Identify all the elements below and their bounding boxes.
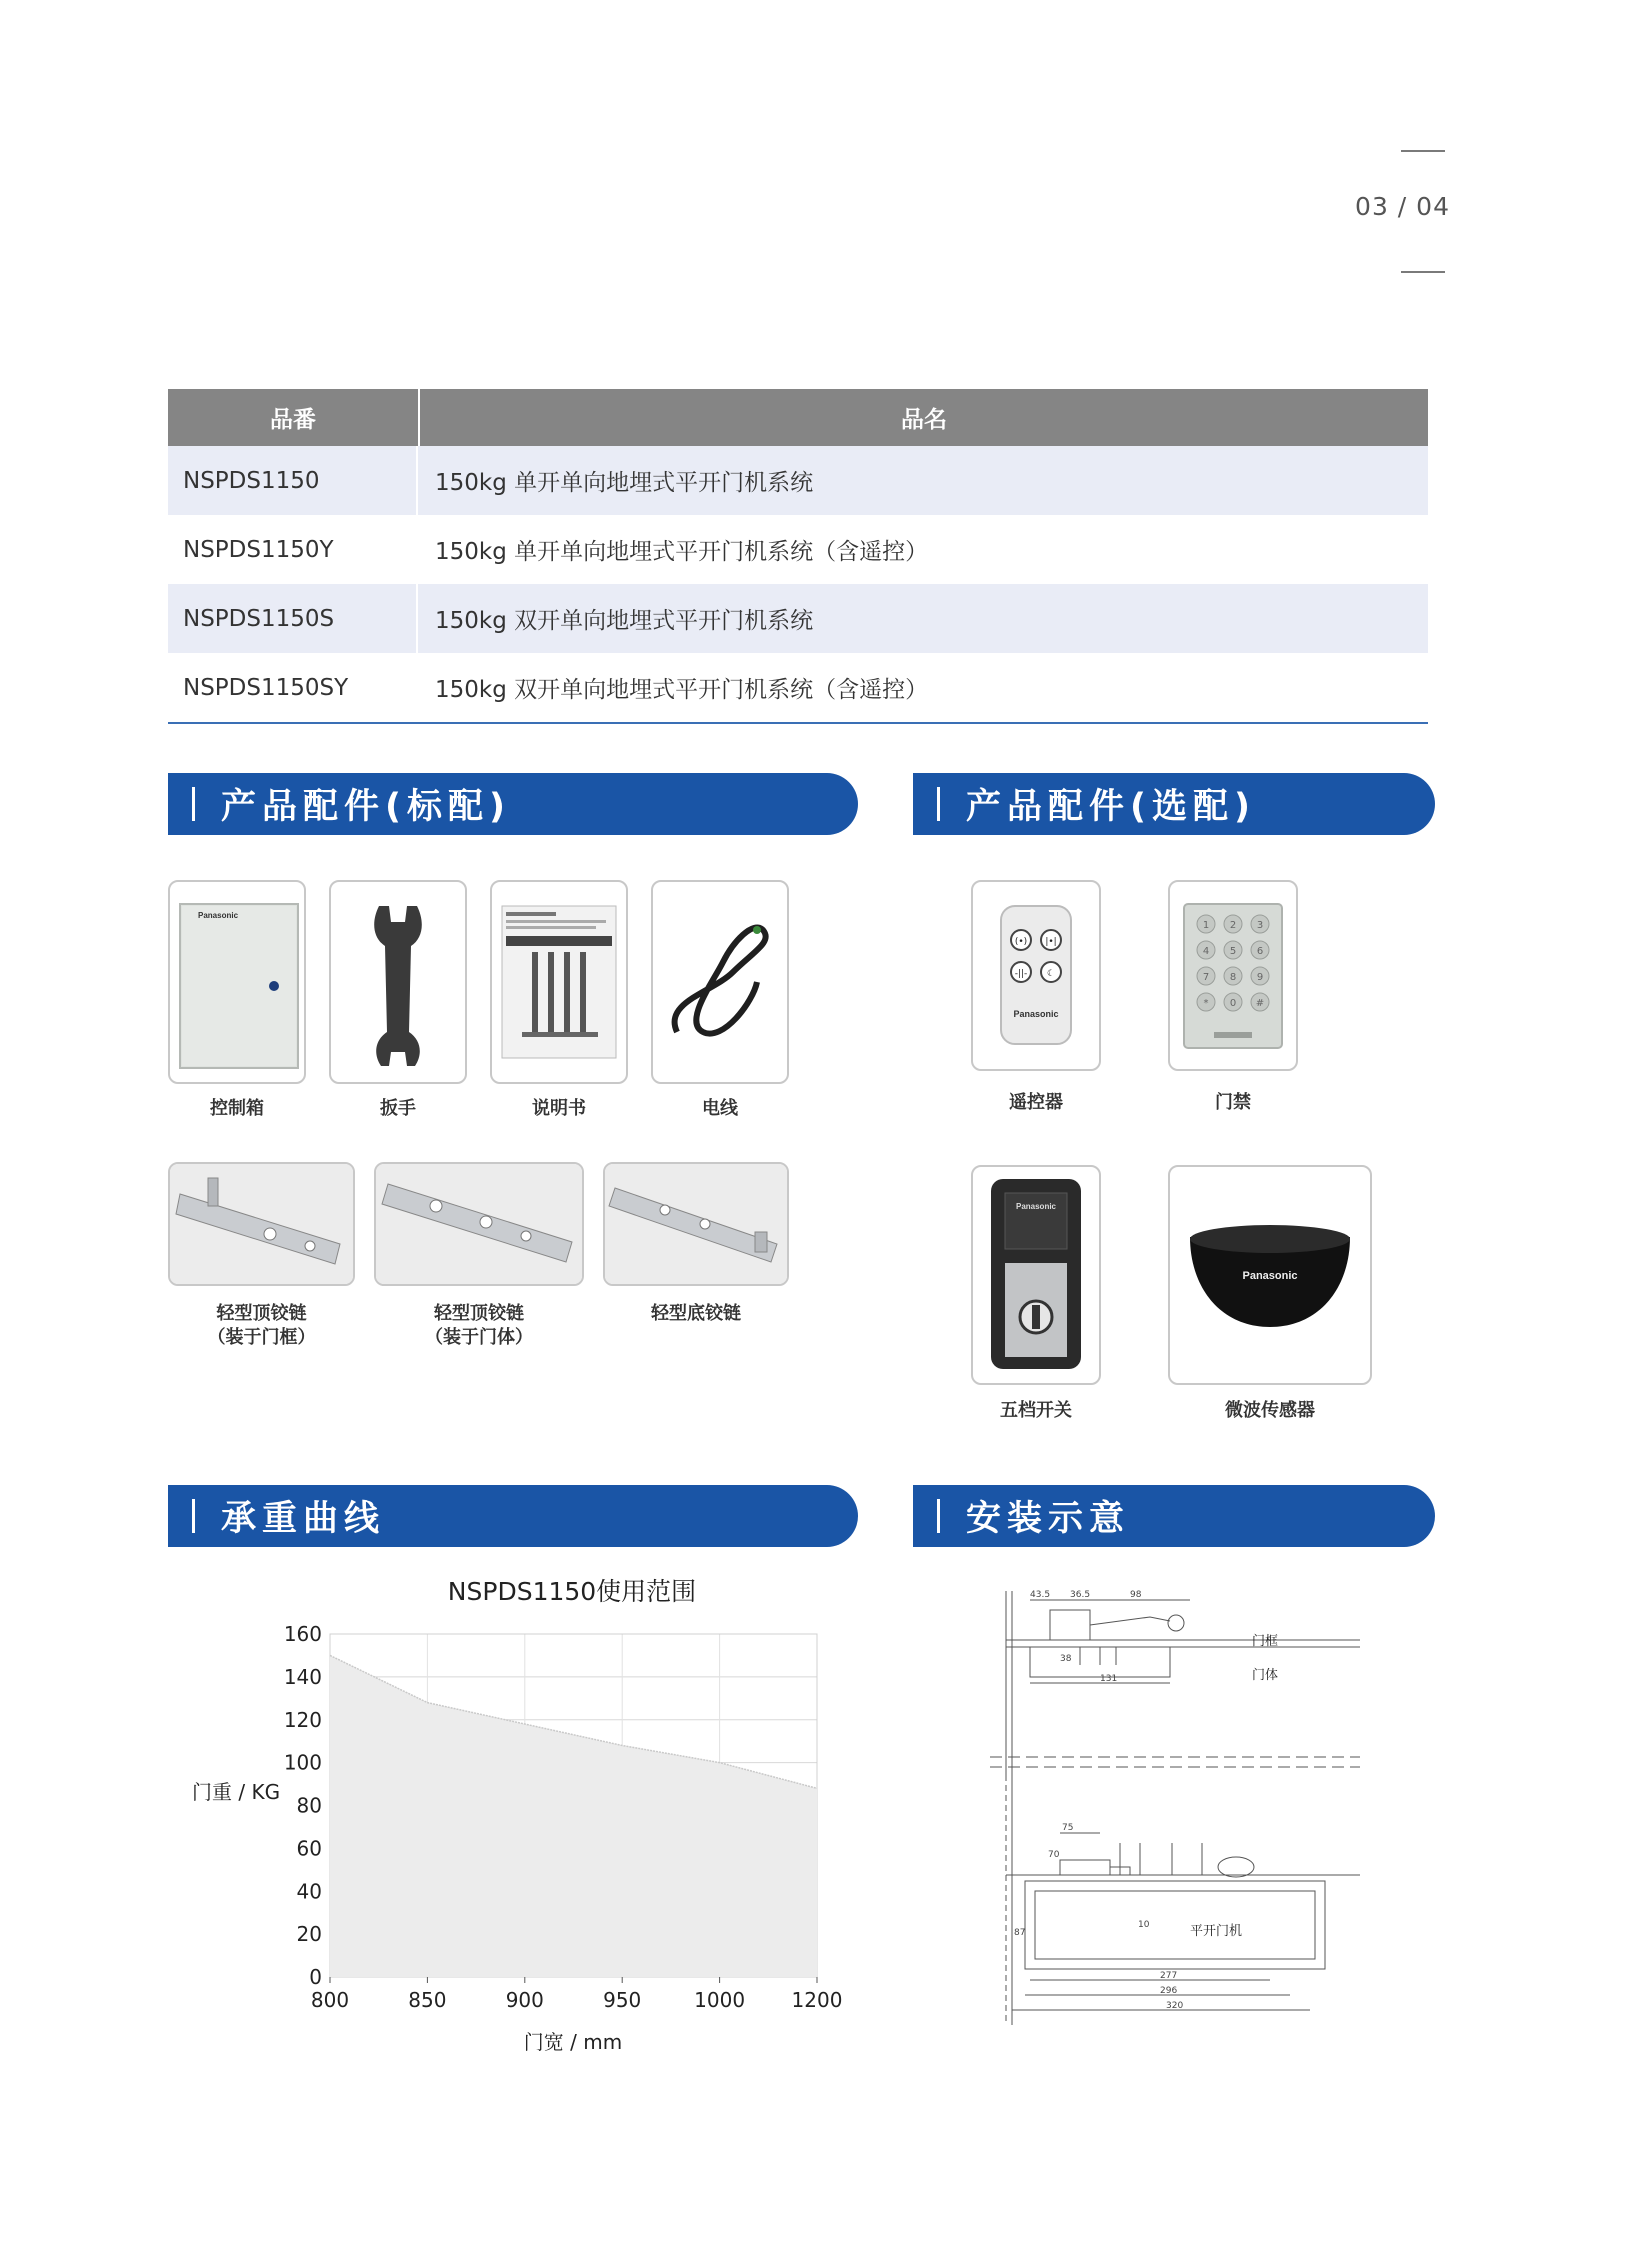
y-tick-label: 60 (296, 1836, 322, 1861)
product-table (168, 389, 1428, 724)
remote-image (973, 882, 1099, 1069)
top-hinge-door-label (374, 1302, 584, 1350)
y-tick-label: 40 (296, 1879, 322, 1904)
sensor-image (1170, 1167, 1370, 1383)
row-code: NSPDS1150S (168, 584, 418, 653)
table-row (168, 446, 1428, 515)
hinge-image (605, 1164, 787, 1284)
row-code: NSPDS1150SY (168, 653, 418, 722)
x-tick-label: 900 (505, 1988, 544, 2012)
keypad-key-label: 4 (1202, 946, 1210, 957)
chart-title: NSPDS1150使用范围 (447, 1577, 697, 1606)
manual-label: 说明书 (532, 1098, 586, 1119)
label-line: （装于门框） (207, 1327, 316, 1348)
dim-label: 10 (1138, 1920, 1150, 1930)
section-load-curve (168, 1485, 858, 1547)
dim-label: 75 (1062, 1823, 1074, 1833)
svg-text:Panasonic: Panasonic (1013, 1009, 1059, 1019)
y-tick-label: 80 (296, 1793, 322, 1818)
row-name: 150kg 双开单向地埋式平开门机系统（含遥控） (435, 677, 929, 703)
keypad-image (1170, 882, 1296, 1069)
x-tick-label: 800 (310, 1988, 350, 2012)
x-tick-label: 950 (603, 1988, 642, 2012)
chart-area (330, 1655, 817, 1977)
page-number: 03 / 04 (1355, 192, 1450, 221)
remote-label: 遥控器 (1009, 1092, 1063, 1113)
keypad-key-label: 6 (1256, 946, 1264, 957)
machine-label: 平开门机 (1190, 1924, 1243, 1939)
row-code: NSPDS1150 (168, 446, 418, 515)
section-title: 产品配件(选配) (966, 787, 1256, 827)
access-label: 门禁 (1215, 1092, 1251, 1113)
section-bar (937, 787, 940, 821)
y-tick-label: 140 (283, 1664, 322, 1689)
section-bar (192, 787, 195, 821)
control-box-label: 控制箱 (210, 1098, 264, 1119)
top-hinge-frame-card (168, 1162, 355, 1286)
svg-text:-||-: -||- (1014, 969, 1028, 979)
dim-label: 70 (1048, 1850, 1060, 1860)
dim-label: 36.5 (1070, 1590, 1091, 1600)
chart-xlabel: 门宽 / mm (523, 2030, 623, 2054)
x-tick-label: 850 (408, 1988, 447, 2012)
row-name: 150kg 单开单向地埋式平开门机系统（含遥控） (435, 539, 929, 565)
keypad-key-label: 5 (1229, 946, 1237, 957)
dim-label: 98 (1130, 1590, 1142, 1600)
y-tick-label: 100 (283, 1750, 322, 1775)
label-line: 轻型顶铰链 (216, 1303, 307, 1324)
keypad-key-label: * (1203, 998, 1209, 1009)
dim-label: 43.5 (1030, 1590, 1051, 1600)
dim-label: 296 (1160, 1986, 1178, 1996)
section-title: 安装示意 (966, 1499, 1131, 1539)
row-code: NSPDS1150Y (168, 515, 418, 584)
control-box-image (170, 882, 304, 1082)
hinge-image (376, 1164, 582, 1284)
x-tick-label: 1200 (791, 1988, 843, 2012)
dim-label: 277 (1160, 1971, 1178, 1981)
section-optional-parts (913, 773, 1435, 835)
section-title: 产品配件(标配) (221, 787, 511, 827)
switch-image (973, 1167, 1099, 1383)
page-number-bottom-line (1401, 271, 1445, 273)
keypad-key-label: 2 (1229, 920, 1237, 931)
switch-card (971, 1165, 1101, 1385)
top-hinge-frame-label (168, 1302, 355, 1350)
hinge-image (170, 1164, 353, 1284)
wrench-label: 扳手 (380, 1098, 416, 1119)
keypad-key-label: # (1255, 998, 1265, 1009)
keypad-key-label: 7 (1202, 972, 1210, 983)
dim-label: 87 (1014, 1928, 1026, 1938)
control-box-card (168, 880, 306, 1084)
y-tick-label: 0 (309, 1965, 322, 1989)
svg-text:(•): (•) (1014, 937, 1028, 947)
frame-label: 门框 (1252, 1634, 1279, 1649)
keypad-key-label: 0 (1229, 998, 1237, 1009)
keypad-key-label: 3 (1256, 920, 1264, 931)
header-name: 品名 (901, 407, 947, 433)
svg-text:Panasonic: Panasonic (198, 911, 239, 920)
section-install (913, 1485, 1435, 1547)
table-header (168, 389, 1428, 446)
table-row (168, 515, 1428, 584)
label-line: 轻型顶铰链 (434, 1303, 524, 1324)
section-title: 承重曲线 (221, 1499, 386, 1539)
switch-label: 五档开关 (1000, 1400, 1072, 1421)
manual-image (492, 882, 626, 1082)
keypad-key-label: 9 (1256, 972, 1264, 983)
svg-text:☾: ☾ (1046, 969, 1056, 979)
remote-card (971, 880, 1101, 1071)
section-bar (937, 1499, 940, 1533)
section-bar (192, 1499, 195, 1533)
row-name: 150kg 单开单向地埋式平开门机系统 (435, 470, 814, 496)
row-name: 150kg 双开单向地埋式平开门机系统 (435, 608, 814, 634)
svg-text:Panasonic: Panasonic (1242, 1270, 1298, 1282)
access-card (1168, 880, 1298, 1071)
label-line: （装于门体） (425, 1327, 533, 1348)
bottom-hinge-card (603, 1162, 789, 1286)
sensor-label: 微波传感器 (1225, 1400, 1315, 1421)
install-diagram (990, 1585, 1370, 2045)
chart-y-ticks (284, 1622, 322, 1989)
x-tick-label: 1000 (694, 1988, 746, 2012)
cable-label: 电线 (702, 1098, 738, 1119)
y-tick-label: 160 (283, 1622, 322, 1646)
dim-label: 131 (1100, 1674, 1118, 1684)
dim-label: 320 (1166, 2001, 1184, 2011)
svg-text:|•|: |•| (1045, 937, 1057, 947)
chart-ylabel: 门重 / KG (192, 1780, 281, 1804)
svg-text:Panasonic: Panasonic (1015, 1202, 1057, 1211)
y-tick-label: 120 (283, 1707, 322, 1732)
dim-label: 38 (1060, 1654, 1072, 1664)
load-curve-chart (180, 1565, 860, 2055)
wrench-card (329, 880, 467, 1084)
door-label: 门体 (1252, 1668, 1279, 1683)
chart-x-ticks (311, 1977, 843, 2012)
section-standard-parts (168, 773, 858, 835)
y-tick-label: 20 (296, 1922, 322, 1947)
table-row (168, 584, 1428, 653)
sensor-card (1168, 1165, 1372, 1385)
bottom-hinge-label: 轻型底铰链 (651, 1303, 741, 1324)
wrench-icon (331, 882, 465, 1082)
table-row (168, 653, 1428, 722)
cable-icon (653, 882, 787, 1082)
keypad-key-label: 8 (1229, 972, 1237, 983)
cable-card (651, 880, 789, 1084)
manual-card (490, 880, 628, 1084)
keypad-key-label: 1 (1202, 920, 1210, 931)
page-number-top-line (1401, 150, 1445, 152)
header-code: 品番 (168, 389, 420, 446)
top-hinge-door-card (374, 1162, 584, 1286)
